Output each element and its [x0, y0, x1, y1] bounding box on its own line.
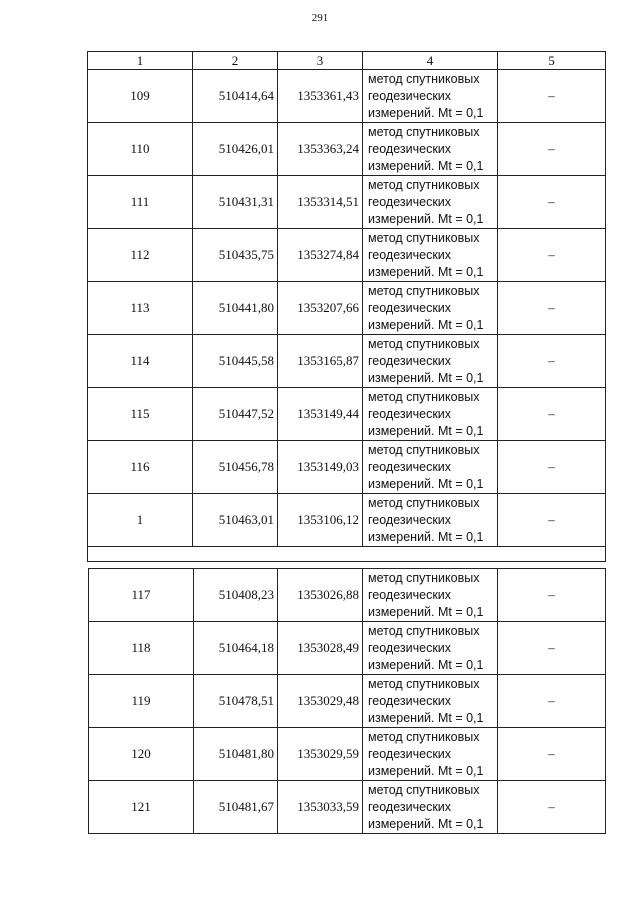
table-row: [89, 675, 606, 728]
method-line: геодезических: [368, 693, 452, 708]
method-line: геодезических: [368, 247, 452, 262]
point-number-cell: 118: [89, 622, 194, 675]
x-coordinate-cell: 510481,80: [194, 728, 278, 781]
x-coordinate-cell: 510426,01: [193, 123, 278, 176]
point-number-cell: 109: [88, 70, 193, 123]
separator-cell: [88, 547, 606, 562]
y-coordinate-cell: 1353314,51: [278, 176, 363, 229]
method-line: геодезических: [368, 88, 452, 103]
y-coordinate-cell: 1353274,84: [278, 229, 363, 282]
x-coordinate-cell: 510464,18: [194, 622, 278, 675]
method-line: метод спутниковых: [368, 124, 480, 139]
method-cell: [363, 123, 498, 176]
method-line: геодезических: [368, 640, 452, 655]
point-number-cell: 111: [88, 176, 193, 229]
note-cell: –: [498, 70, 606, 123]
point-number-cell: 116: [88, 441, 193, 494]
table-row: [88, 229, 606, 282]
note-cell: –: [498, 622, 606, 675]
y-coordinate-cell: 1353028,49: [278, 622, 363, 675]
method-line: метод спутниковых: [368, 729, 480, 744]
x-coordinate-cell: 510441,80: [193, 282, 278, 335]
method-cell: [363, 229, 498, 282]
method-line: измерений. Mt = 0,1: [368, 529, 484, 544]
method-line: измерений. Mt = 0,1: [368, 317, 484, 332]
separator-row: [88, 547, 606, 562]
method-cell: [363, 335, 498, 388]
method-cell: [363, 728, 498, 781]
method-line: геодезических: [368, 746, 452, 761]
point-number-cell: 119: [89, 675, 194, 728]
method-line: измерений. Mt = 0,1: [368, 105, 484, 120]
point-number-cell: 113: [88, 282, 193, 335]
y-coordinate-cell: 1353106,12: [278, 494, 363, 547]
note-cell: –: [498, 388, 606, 441]
y-coordinate-cell: 1353207,66: [278, 282, 363, 335]
point-number-cell: 1: [88, 494, 193, 547]
point-number-cell: 110: [88, 123, 193, 176]
method-line: геодезических: [368, 459, 452, 474]
method-line: измерений. Mt = 0,1: [368, 423, 484, 438]
method-line: метод спутниковых: [368, 389, 480, 404]
method-line: метод спутниковых: [368, 442, 480, 457]
table-row: [88, 335, 606, 388]
y-coordinate-cell: 1353029,48: [278, 675, 363, 728]
x-coordinate-cell: 510463,01: [193, 494, 278, 547]
x-coordinate-cell: 510435,75: [193, 229, 278, 282]
method-line: геодезических: [368, 300, 452, 315]
header-cell: 5: [498, 52, 606, 70]
method-line: измерений. Mt = 0,1: [368, 211, 484, 226]
method-line: измерений. Mt = 0,1: [368, 370, 484, 385]
header-cell: 3: [278, 52, 363, 70]
note-cell: –: [498, 569, 606, 622]
point-number-cell: 120: [89, 728, 194, 781]
table-row: [89, 728, 606, 781]
y-coordinate-cell: 1353361,43: [278, 70, 363, 123]
method-cell: [363, 282, 498, 335]
point-number-cell: 115: [88, 388, 193, 441]
y-coordinate-cell: 1353029,59: [278, 728, 363, 781]
method-cell: [363, 622, 498, 675]
x-coordinate-cell: 510456,78: [193, 441, 278, 494]
y-coordinate-cell: 1353165,87: [278, 335, 363, 388]
point-number-cell: 112: [88, 229, 193, 282]
x-coordinate-cell: 510414,64: [193, 70, 278, 123]
page-number: 291: [311, 12, 329, 24]
method-line: метод спутниковых: [368, 230, 480, 245]
method-cell: [363, 176, 498, 229]
method-line: метод спутниковых: [368, 782, 480, 797]
method-cell: [363, 675, 498, 728]
table-row: [88, 70, 606, 123]
method-line: метод спутниковых: [368, 177, 480, 192]
method-line: метод спутниковых: [368, 495, 480, 510]
coordinates-table-upper: [87, 51, 606, 562]
x-coordinate-cell: 510408,23: [194, 569, 278, 622]
method-line: измерений. Mt = 0,1: [368, 264, 484, 279]
method-line: измерений. Mt = 0,1: [368, 604, 484, 619]
method-cell: [363, 494, 498, 547]
note-cell: –: [498, 441, 606, 494]
method-line: измерений. Mt = 0,1: [368, 657, 484, 672]
table-row: [88, 282, 606, 335]
y-coordinate-cell: 1353149,03: [278, 441, 363, 494]
x-coordinate-cell: 510447,52: [193, 388, 278, 441]
table-row: [88, 441, 606, 494]
method-line: измерений. Mt = 0,1: [368, 476, 484, 491]
method-line: геодезических: [368, 799, 452, 814]
header-cell: 4: [363, 52, 498, 70]
header-cell: 1: [88, 52, 193, 70]
note-cell: –: [498, 335, 606, 388]
method-line: геодезических: [368, 406, 452, 421]
table-row: [89, 781, 606, 834]
table-row: [88, 388, 606, 441]
method-line: метод спутниковых: [368, 676, 480, 691]
y-coordinate-cell: 1353363,24: [278, 123, 363, 176]
method-line: измерений. Mt = 0,1: [368, 763, 484, 778]
point-number-cell: 121: [89, 781, 194, 834]
coordinates-table-lower: [88, 568, 606, 834]
y-coordinate-cell: 1353026,88: [278, 569, 363, 622]
x-coordinate-cell: 510445,58: [193, 335, 278, 388]
point-number-cell: 117: [89, 569, 194, 622]
method-cell: [363, 388, 498, 441]
table-row: [89, 569, 606, 622]
note-cell: –: [498, 494, 606, 547]
table-header-row: [88, 52, 606, 70]
y-coordinate-cell: 1353033,59: [278, 781, 363, 834]
note-cell: –: [498, 728, 606, 781]
header-cell: 2: [193, 52, 278, 70]
method-line: геодезических: [368, 512, 452, 527]
method-line: геодезических: [368, 194, 452, 209]
method-cell: [363, 441, 498, 494]
x-coordinate-cell: 510478,51: [194, 675, 278, 728]
method-line: метод спутниковых: [368, 336, 480, 351]
method-line: метод спутниковых: [368, 623, 480, 638]
method-line: метод спутниковых: [368, 570, 480, 585]
note-cell: –: [498, 675, 606, 728]
x-coordinate-cell: 510481,67: [194, 781, 278, 834]
note-cell: –: [498, 781, 606, 834]
method-line: измерений. Mt = 0,1: [368, 710, 484, 725]
x-coordinate-cell: 510431,31: [193, 176, 278, 229]
method-line: метод спутниковых: [368, 283, 480, 298]
point-number-cell: 114: [88, 335, 193, 388]
note-cell: –: [498, 123, 606, 176]
method-line: измерений. Mt = 0,1: [368, 816, 484, 831]
method-cell: [363, 70, 498, 123]
note-cell: –: [498, 176, 606, 229]
y-coordinate-cell: 1353149,44: [278, 388, 363, 441]
method-line: геодезических: [368, 587, 452, 602]
table-row: [89, 622, 606, 675]
method-line: геодезических: [368, 141, 452, 156]
method-cell: [363, 781, 498, 834]
note-cell: –: [498, 229, 606, 282]
table-row: [88, 123, 606, 176]
table-row: [88, 494, 606, 547]
method-line: измерений. Mt = 0,1: [368, 158, 484, 173]
method-cell: [363, 569, 498, 622]
method-line: метод спутниковых: [368, 71, 480, 86]
table-row: [88, 176, 606, 229]
note-cell: –: [498, 282, 606, 335]
method-line: геодезических: [368, 353, 452, 368]
